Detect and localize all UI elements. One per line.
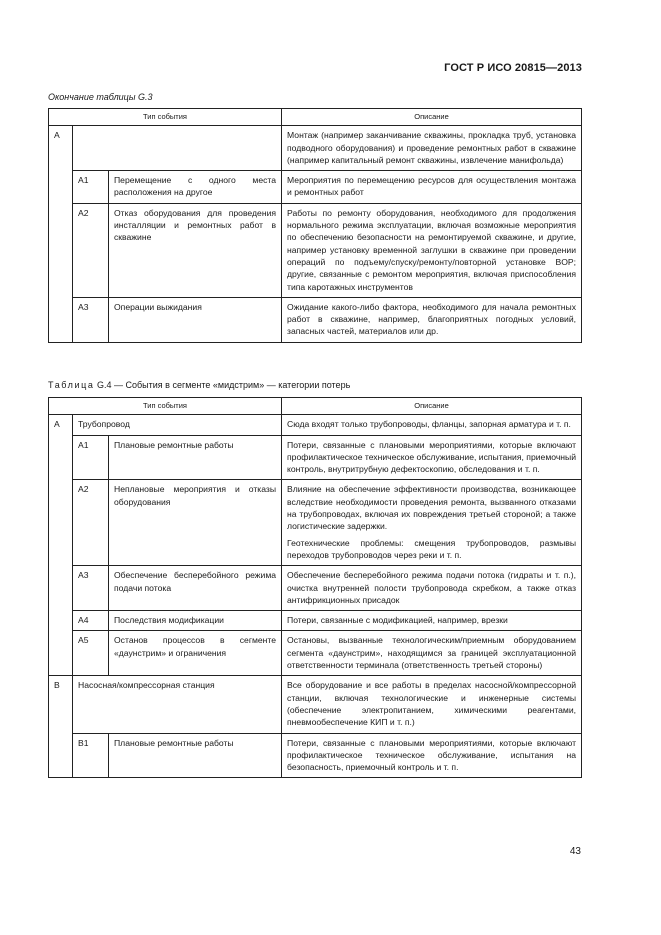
row-description: Остановы, вызванные технологическим/приемным оборудованием сегмента «даунстрим», находящимся за границей эксплуатационной ответственности терминала (ответственность третьей стороны) <box>282 631 582 676</box>
row-event: Плановые ремонтные работы <box>109 435 282 480</box>
row-code: A3 <box>73 297 109 342</box>
row-description <box>282 480 582 566</box>
table-row <box>49 566 582 611</box>
table-g4-caption <box>48 380 350 390</box>
table-row <box>49 171 582 204</box>
table-group-row <box>49 126 582 171</box>
table-row <box>49 435 582 480</box>
row-code: A4 <box>73 611 109 631</box>
row-description: Потери, связанные с модификацией, например, врезки <box>282 611 582 631</box>
group-code: A <box>49 126 73 342</box>
row-event: Последствия модификации <box>109 611 282 631</box>
row-code: A3 <box>73 566 109 611</box>
row-event: Перемещение с одного места расположения на другое <box>109 171 282 204</box>
row-description: Обеспечение бесперебойного режима подачи потока (гидраты и т. п.), очистка внутренней полости трубопровода скребком, а также отказ антифрикционных присадок <box>282 566 582 611</box>
group-event <box>73 126 282 171</box>
group-event: Трубопровод <box>73 415 282 435</box>
table-group-row <box>49 415 582 435</box>
row-code: A1 <box>73 435 109 480</box>
table-group-row <box>49 676 582 733</box>
row-description: Мероприятия по перемещению ресурсов для осуществления монтажа и ремонтных работ <box>282 171 582 204</box>
table-caption-text: G.4 — События в сегменте «мидстрим» — категории потерь <box>94 380 351 390</box>
table-row <box>49 733 582 778</box>
row-event: Обеспечение бесперебойного режима подачи потока <box>109 566 282 611</box>
table-row <box>49 297 582 342</box>
row-description: Работы по ремонту оборудования, необходимого для продолжения нормального режима эксплуатации, включая возможные мероприятия по обеспечению безопасности на ремонтируемой скважине, и другие, например установку временной заглушки в скважине при проведении операций по подъему/спуску/ремонту/повторной установке BOP; другие, связанные с ремонтом мероприятия, включая приспособления типа каротажных инструментов <box>282 203 582 297</box>
table-g3-end <box>48 108 582 343</box>
table-g4 <box>48 397 582 778</box>
row-event: Плановые ремонтные работы <box>109 733 282 778</box>
row-description: Потери, связанные с плановыми мероприятиями, которые включают профилактическое техническое обслуживание, испытания на безопасность, приемочный контроль и т. п. <box>282 733 582 778</box>
table-row <box>49 631 582 676</box>
group-description: Сюда входят только трубопроводы, фланцы, запорная арматура и т. п. <box>282 415 582 435</box>
group-event: Насосная/компрессорная станция <box>73 676 282 733</box>
row-description-paragraph: Геотехнические проблемы: смещения трубопроводов, размывы переходов трубопроводов через реки и т. п. <box>287 537 577 560</box>
table-row <box>49 203 582 297</box>
row-description-paragraph: Влияние на обеспечение эффективности производства, возникающее вследствие необходимости проведения ремонта, вызванного отказами на трубопроводах, включая их повреждения третьей стороной; а также логистические задержки. <box>287 484 577 532</box>
row-event: Неплановые мероприятия и отказы оборудования <box>109 480 282 566</box>
row-code: A5 <box>73 631 109 676</box>
table-row <box>49 611 582 631</box>
table-continuation-caption: Окончание таблицы G.3 <box>48 92 153 102</box>
column-header-event-type: Тип события <box>49 398 282 415</box>
row-code: A1 <box>73 171 109 204</box>
row-code: A2 <box>73 480 109 566</box>
row-event: Операции выжидания <box>109 297 282 342</box>
table-header-row <box>49 398 582 415</box>
row-description: Ожидание какого-либо фактора, необходимого для начала ремонтных работ в скважине, например, благоприятных погодных условий, запасных частей, материалов или др. <box>282 297 582 342</box>
row-code: A2 <box>73 203 109 297</box>
group-description: Все оборудование и все работы в пределах насосной/компрессорной станции, включая технологические и инженерные системы (обеспечение электропитанием, химическими реагентами, пневмообеспечение КИП и т. п.) <box>282 676 582 733</box>
column-header-event-type: Тип события <box>49 109 282 126</box>
group-description: Монтаж (например заканчивание скважины, прокладка труб, установка подводного оборудования) и проведение ремонтных работ в скважине (например капитальный ремонт скважины, извлечение манифольда) <box>282 126 582 171</box>
row-event: Отказ оборудования для проведения инсталляции и ремонтных работ в скважине <box>109 203 282 297</box>
group-code: B <box>49 676 73 778</box>
table-header-row <box>49 109 582 126</box>
document-code-header: ГОСТ Р ИСО 20815—2013 <box>444 62 582 74</box>
column-header-description: Описание <box>282 398 582 415</box>
column-header-description: Описание <box>282 109 582 126</box>
row-code: B1 <box>73 733 109 778</box>
row-description: Потери, связанные с плановыми мероприятиями, которые включают профилактическое техническое обслуживание, испытания, приемочный контроль, внутритрубную дефектоскопию, обследования и т. п. <box>282 435 582 480</box>
table-row <box>49 480 582 566</box>
table-caption-label: Таблица <box>48 380 95 390</box>
page-number: 43 <box>569 846 581 857</box>
row-event: Останов процессов в сегменте «даунстрим» и ограничения <box>109 631 282 676</box>
group-code: A <box>49 415 73 676</box>
